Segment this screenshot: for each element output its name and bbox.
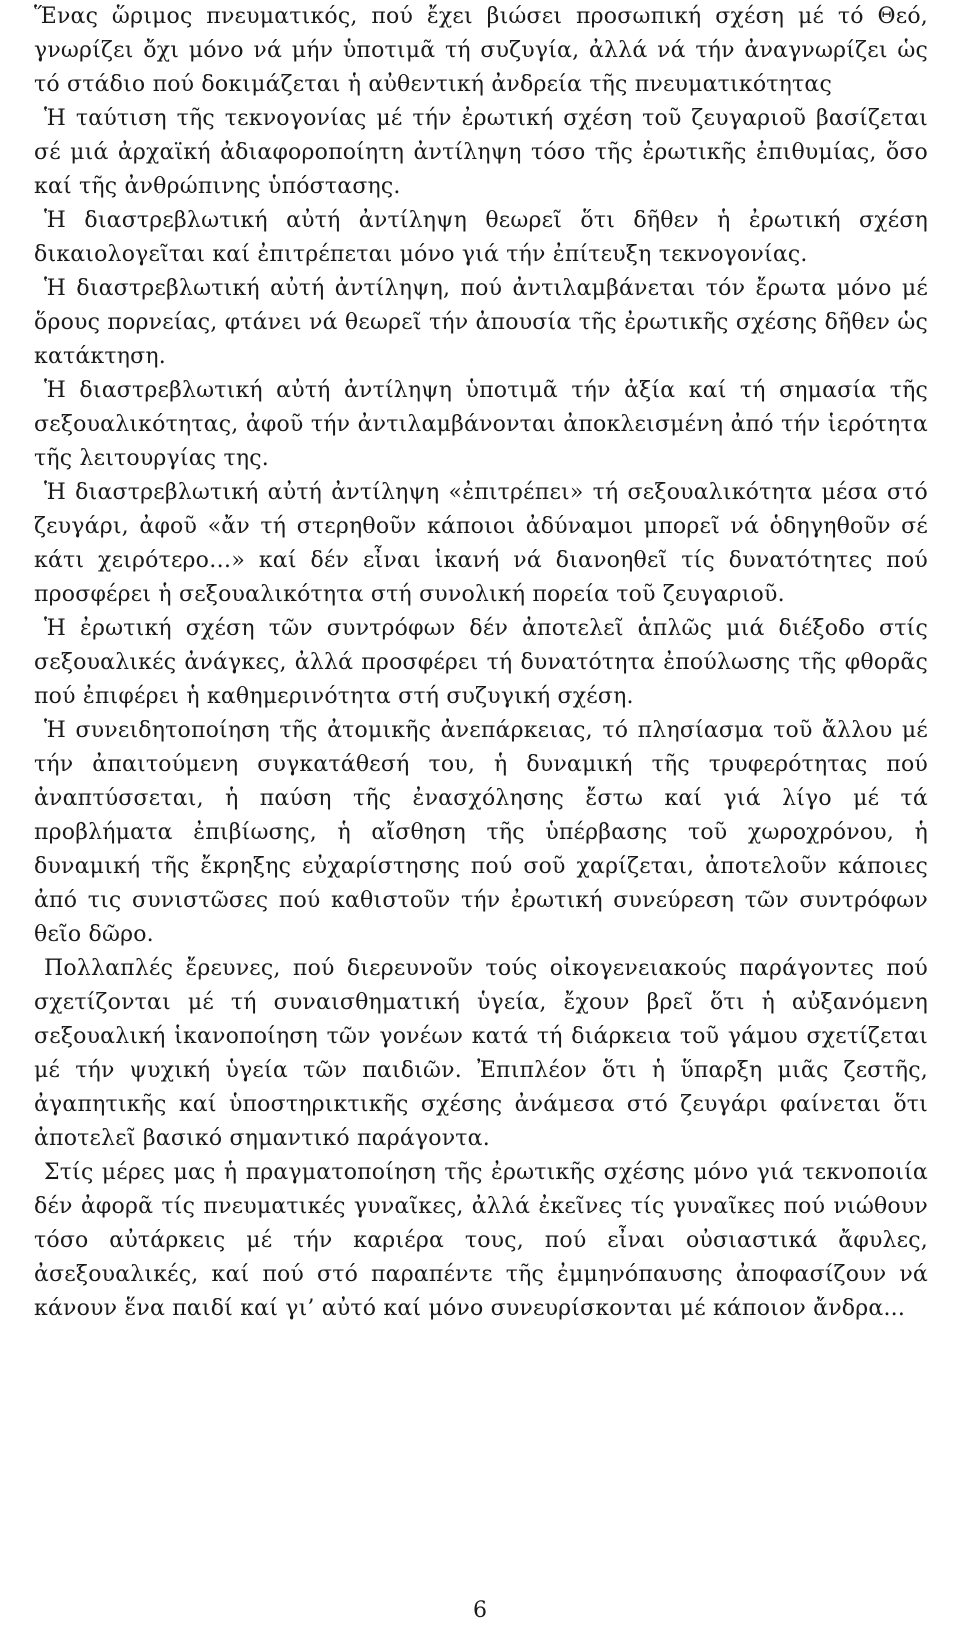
paragraph: Ἡ διαστρεβλωτική αὐτή ἀντίληψη «ἐπιτρέπει» τή σεξουαλικότητα μέσα στό ζευγάρι, ἀφοῦ «ἄν τή στερηθοῦν κάποιοι ἀδύναμοι μπορεῖ νά ὁδηγηθοῦν σέ κάτι χειρότερο…» καί δέν εἶναι ἱκανή νά διανοηθεῖ τίς δυνατότητες πού προσφέρει ἡ σεξουαλικότητα στή συνολική πορεία τοῦ ζευγαριοῦ. (34, 480, 928, 607)
paragraph: Ἡ διαστρεβλωτική αὐτή ἀντίληψη, πού ἀντιλαμβάνεται τόν ἔρωτα μόνο μέ ὅρους πορνείας, φτάνει νά θεωρεῖ τήν ἀπουσία τῆς ἐρωτικῆς σχέσης δῆθεν ὡς κατάκτηση. (34, 276, 928, 369)
paragraph: Ἕνας ὥριμος πνευματικός, πού ἔχει βιώσει προσωπική σχέση μέ τό Θεό, γνωρίζει ὄχι μόνο νά μήν ὑποτιμᾶ τή συζυγία, ἀλλά νά τήν ἀναγνωρίζει ὡς τό στάδιο πού δοκιμάζεται ἡ αὐθεντική ἀνδρεία τῆς πνευματικότητας (34, 4, 928, 97)
body-text (34, 0, 928, 1326)
paragraph: Ἡ διαστρεβλωτική αὐτή ἀντίληψη θεωρεῖ ὅτι δῆθεν ἡ ἐρωτική σχέση δικαιολογεῖται καί ἐπιτρέπεται μόνο γιά τήν ἐπίτευξη τεκνογονίας. (34, 208, 928, 267)
paragraph: Πολλαπλές ἔρευνες, πού διερευνοῦν τούς οἰκογενειακούς παράγοντες πού σχετίζονται μέ τή συναισθηματική ὑγεία, ἔχουν βρεῖ ὅτι ἡ αὐξανόμενη σεξουαλική ἱκανοποίηση τῶν γονέων κατά τή διάρκεια τοῦ γάμου σχετίζεται μέ τήν ψυχική ὑγεία τῶν παιδιῶν. Ἐπιπλέον ὅτι ἡ ὕπαρξη μιᾶς ζεστῆς, ἀγαπητικῆς καί ὑποστηρικτικῆς σχέσης ἀνάμεσα στό ζευγάρι φαίνεται ὅτι ἀποτελεῖ βασικό σημαντικό παράγοντα. (34, 956, 928, 1151)
paragraph: Ἡ ταύτιση τῆς τεκνογονίας μέ τήν ἐρωτική σχέση τοῦ ζευγαριοῦ βασίζεται σέ μιά ἀρχαϊκή ἀδιαφοροποίητη ἀντίληψη τόσο τῆς ἐρωτικῆς ἐπιθυμίας, ὅσο καί τῆς ἀνθρώπινης ὑπόστασης. (34, 106, 928, 199)
paragraph: Ἡ συνειδητοποίηση τῆς ἀτομικῆς ἀνεπάρκειας, τό πλησίασμα τοῦ ἄλλου μέ τήν ἀπαιτούμενη συγκατάθεσή του, ἡ δυναμική τῆς τρυφερότητας πού ἀναπτύσσεται, ἡ παύση τῆς ἐνασχόλησης ἔστω καί γιά λίγο μέ τά προβλήματα ἐπιβίωσης, ἡ αἴσθηση τῆς ὑπέρβασης τοῦ χωροχρόνου, ἡ δυναμική τῆς ἔκρηξης εὐχαρίστησης πού σοῦ χαρίζεται, ἀποτελοῦν κάποιες ἀπό τις συνιστῶσες πού καθιστοῦν τήν ἐρωτική συνεύρεση τῶν συντρόφων θεῖο δῶρο. (34, 718, 928, 947)
paragraph: Στίς μέρες μας ἡ πραγματοποίηση τῆς ἐρωτικῆς σχέσης μόνο γιά τεκνοποιία δέν ἀφορᾶ τίς πνευματικές γυναῖκες, ἀλλά ἐκεῖνες τίς γυναῖκες πού νιώθουν τόσο αὐτάρκεις μέ τήν καριέρα τους, πού εἶναι οὐσιαστικά ἄφυλες, ἀσεξουαλικές, καί πού στό παραπέντε τῆς ἐμμηνόπαυσης ἀποφασίζουν νά κάνουν ἕνα παιδί καί γι’ αὐτό καί μόνο συνευρίσκονται μέ κάποιον ἄνδρα... (34, 1160, 928, 1321)
paragraph: Ἡ διαστρεβλωτική αὐτή ἀντίληψη ὑποτιμᾶ τήν ἀξία καί τή σημασία τῆς σεξουαλικότητας, ἀφοῦ τήν ἀντιλαμβάνονται ἀποκλεισμένη ἀπό τήν ἱερότητα τῆς λειτουργίας της. (34, 378, 928, 471)
paragraph: Ἡ ἐρωτική σχέση τῶν συντρόφων δέν ἀποτελεῖ ἁπλῶς μιά διέξοδο στίς σεξουαλικές ἀνάγκες, ἀλλά προσφέρει τή δυνατότητα ἐπούλωσης τῆς φθορᾶς πού ἐπιφέρει ἡ καθημερινότητα στή συζυγική σχέση. (34, 616, 928, 709)
page-number: 6 (473, 1598, 487, 1623)
